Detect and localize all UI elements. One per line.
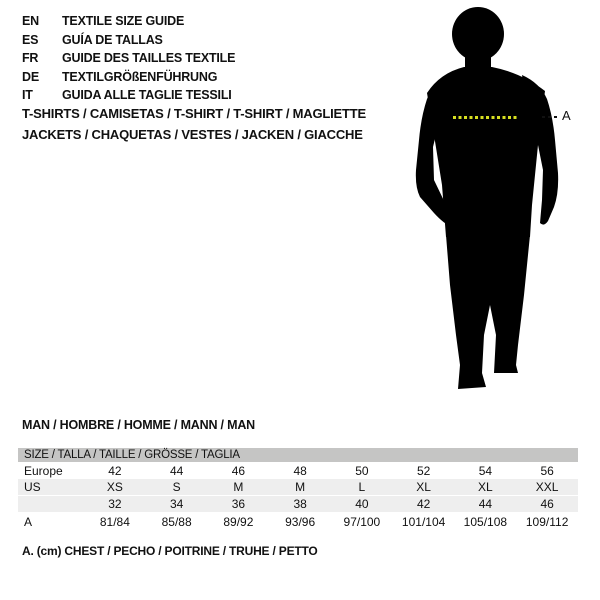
- size-cell: 105/108: [463, 514, 508, 529]
- language-code: FR: [22, 51, 39, 66]
- table-row-numeric: [18, 496, 578, 513]
- table-row-europe: [18, 462, 578, 479]
- size-cell: 52: [416, 463, 431, 478]
- size-cell: 93/96: [285, 514, 316, 529]
- size-cell: 32: [108, 497, 122, 511]
- size-cell: 38: [293, 497, 307, 511]
- size-cell: 89/92: [223, 514, 254, 529]
- man-silhouette-figure: [412, 5, 564, 401]
- category-tshirts: T-SHIRTS / CAMISETAS / T-SHIRT / T-SHIRT / MAGLIETTE: [22, 106, 366, 121]
- language-row: [22, 49, 235, 68]
- language-row: [22, 31, 235, 50]
- size-cell: M: [233, 480, 244, 494]
- row-label: A: [24, 514, 33, 529]
- size-cell: 54: [478, 463, 493, 478]
- category-jackets: JACKETS / CHAQUETAS / VESTES / JACKEN / GIACCHE: [22, 127, 363, 142]
- language-title: TEXTILGRÖßENFÜHRUNG: [62, 69, 218, 84]
- measure-a-leader-line: [542, 116, 559, 118]
- size-cell: 46: [231, 463, 246, 478]
- size-cell: 50: [355, 463, 369, 478]
- language-row: [22, 12, 235, 31]
- language-title: GUIDA ALLE TAGLIE TESSILI: [62, 88, 232, 103]
- size-cell: 101/104: [401, 514, 446, 529]
- size-cell: M: [295, 480, 306, 494]
- table-row-chest-a: [18, 513, 578, 530]
- language-title: TEXTILE SIZE GUIDE: [62, 14, 185, 28]
- measurement-footnote: A. (cm) CHEST / PECHO / POITRINE / TRUHE / PETTO: [22, 544, 318, 558]
- row-label: Europe: [24, 463, 63, 478]
- size-table: [18, 448, 578, 530]
- language-row: [22, 68, 235, 87]
- language-list: [22, 12, 235, 105]
- size-table-header: SIZE / TALLA / TAILLE / GRÖSSE / TAGLIA: [18, 448, 578, 462]
- language-code: IT: [22, 88, 33, 103]
- size-cell: 44: [169, 463, 184, 478]
- category-list: [22, 103, 366, 145]
- size-cell: XXL: [535, 480, 559, 494]
- size-cell: L: [358, 480, 366, 494]
- language-code: DE: [22, 69, 39, 84]
- size-cell: 81/84: [99, 514, 130, 529]
- size-cell: 34: [169, 497, 184, 511]
- size-cell: 46: [540, 497, 554, 511]
- language-code: ES: [22, 32, 39, 47]
- table-row-us: [18, 479, 578, 496]
- size-cell: 56: [540, 463, 554, 478]
- size-cell: S: [172, 480, 181, 494]
- size-cell: 109/112: [525, 514, 569, 529]
- silhouette-legs: [446, 235, 530, 389]
- size-cell: 42: [108, 463, 122, 478]
- chest-measure-dashed-line: [453, 116, 518, 119]
- size-cell: XS: [106, 480, 123, 494]
- size-cell: 42: [416, 497, 431, 511]
- language-code: EN: [22, 14, 39, 28]
- size-cell: 40: [355, 497, 369, 511]
- size-cell: 36: [231, 497, 246, 511]
- size-cell: 44: [478, 497, 493, 511]
- size-cell: 97/100: [343, 514, 381, 529]
- size-cell: XL: [416, 480, 431, 494]
- language-title: GUIDE DES TAILLES TEXTILE: [62, 51, 236, 66]
- row-label: US: [24, 480, 41, 494]
- size-cell: 85/88: [161, 514, 192, 529]
- measure-a-label: A: [562, 108, 571, 123]
- size-cell: XL: [478, 480, 493, 494]
- language-title: GUÍA DE TALLAS: [62, 32, 163, 47]
- size-cell: 48: [293, 463, 307, 478]
- section-title-man: MAN / HOMBRE / HOMME / MANN / MAN: [22, 418, 255, 432]
